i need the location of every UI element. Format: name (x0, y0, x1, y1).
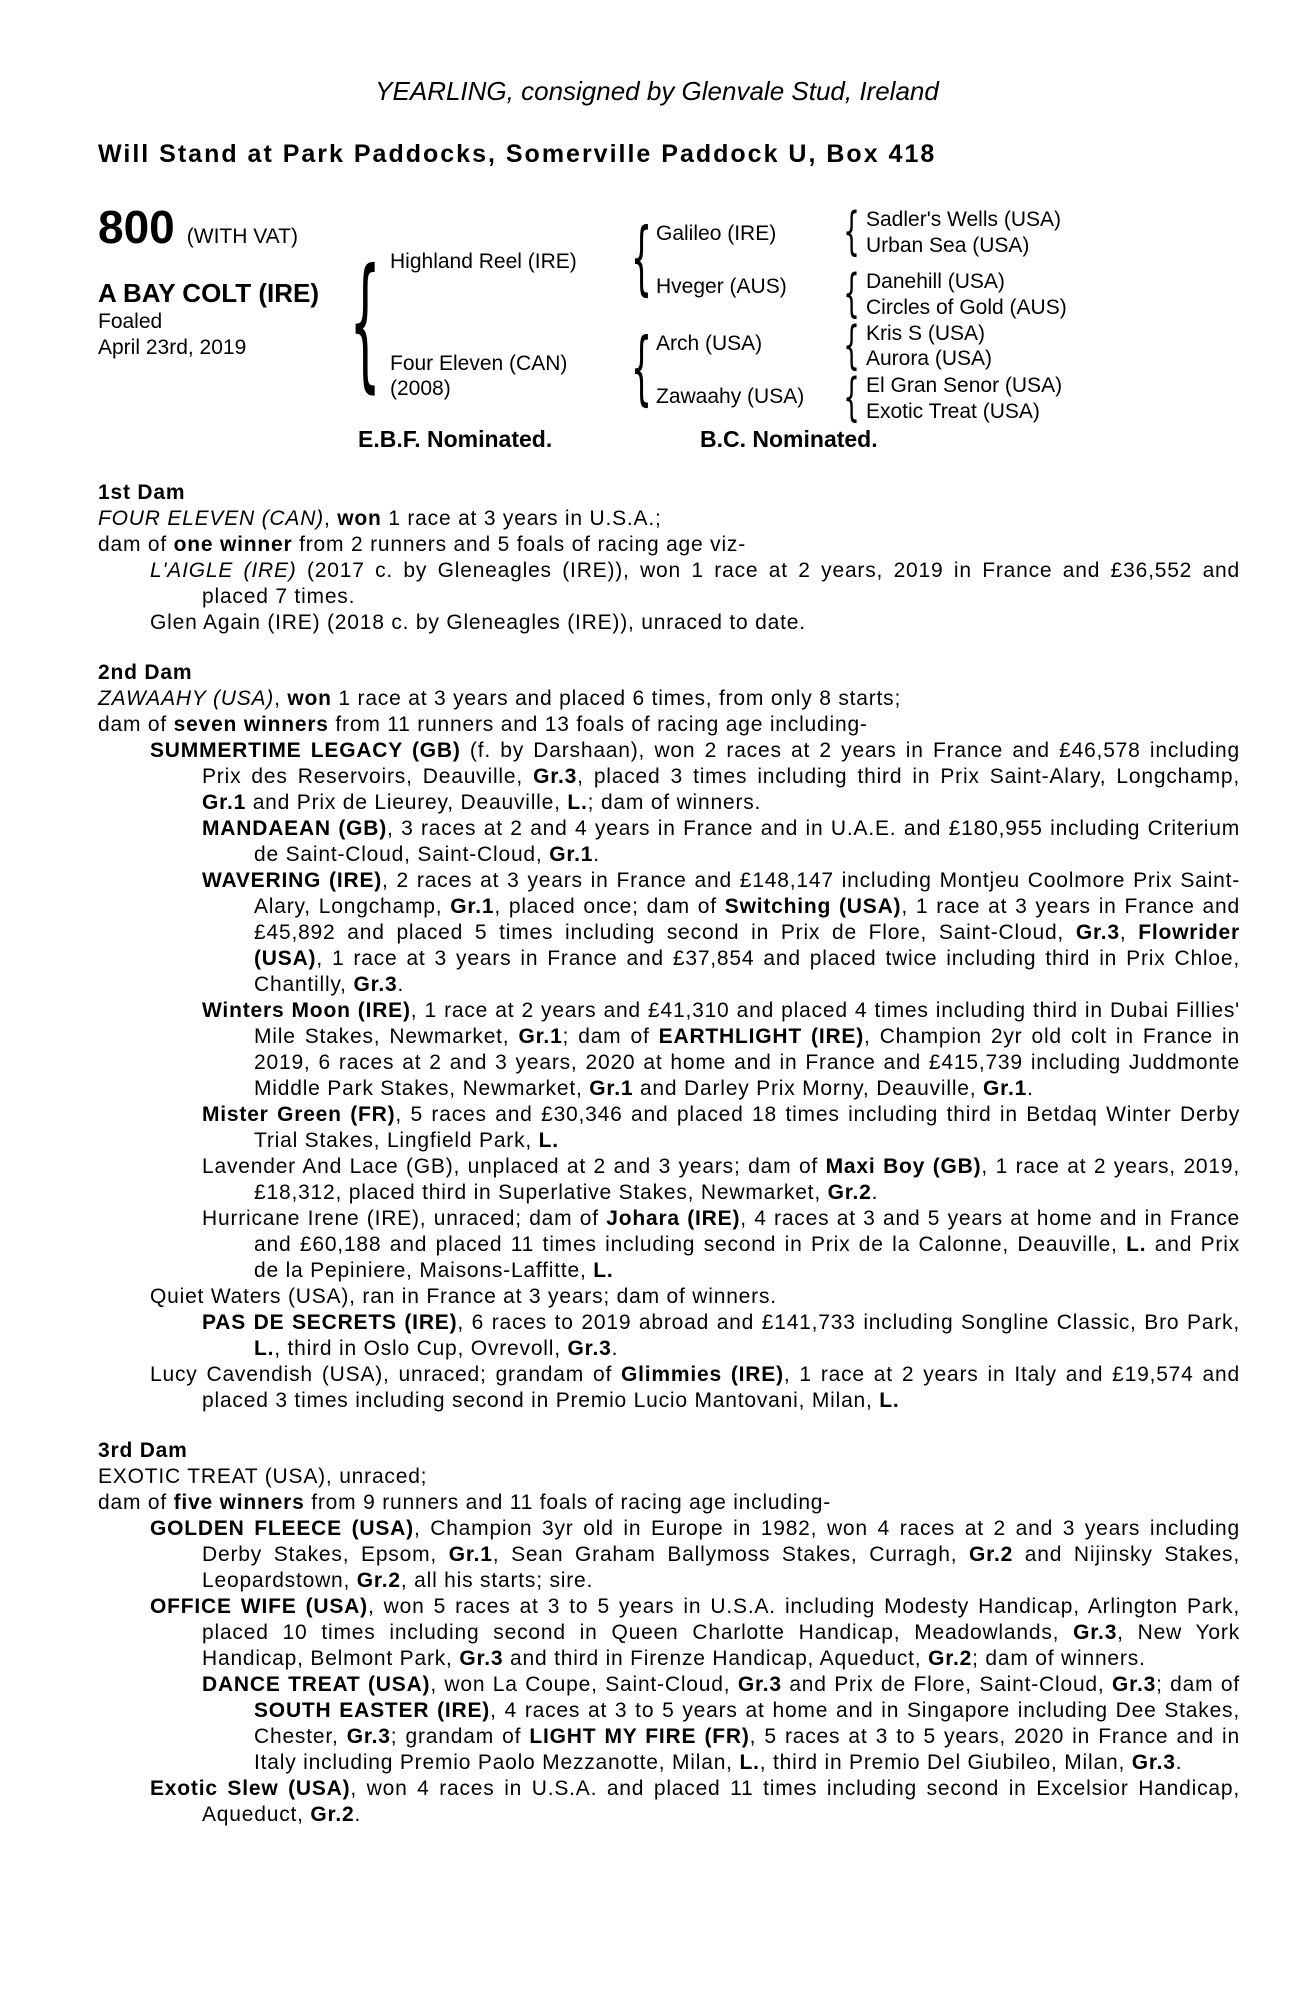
dam-section-heading: 1st Dam (98, 481, 186, 504)
dam-section (98, 660, 1240, 1414)
text-run: L. (593, 1259, 614, 1282)
text-run: , won 4 races in U.S.A. and placed 11 times including second in Excelsior Handicap, Aqueduct, (202, 1777, 1240, 1826)
text-run: EARTHLIGHT (IRE) (658, 1025, 865, 1048)
foaled-label: Foaled (98, 310, 163, 333)
text-run: , 1 race at 3 years in France and £45,892 and placed 5 times including second in Prix de Flore, Saint-Cloud, (254, 895, 1240, 944)
pedigree-gen4-name: Aurora (USA) (866, 347, 993, 370)
ebf-nominated-note: E.B.F. Nominated. (358, 426, 553, 452)
text-run: WAVERING (IRE) (202, 869, 383, 892)
text-run: , 4 races at 3 to 5 years at home and in Singapore including Dee Stakes, Chester, (254, 1699, 1240, 1748)
text-run: Switching (USA) (724, 895, 902, 918)
vat-note: (WITH VAT) (186, 225, 298, 248)
text-run: and Prix de Lieurey, Deauville, (246, 791, 568, 814)
foaled-date: April 23rd, 2019 (98, 336, 247, 359)
pedigree-paragraph (98, 1516, 1240, 1594)
text-run: L. (567, 791, 588, 814)
text-run: from 9 runners and 11 foals of racing age including- (304, 1491, 832, 1514)
bc-nominated-note: B.C. Nominated. (700, 426, 878, 452)
text-run: MANDAEAN (GB) (202, 817, 388, 840)
text-run: 1 race at 3 years in U.S.A.; (381, 507, 662, 530)
text-run: seven winners (173, 713, 329, 736)
pedigree-paragraph (98, 1362, 1240, 1414)
text-run: and Prix de Flore, Saint-Cloud, (781, 1673, 1113, 1696)
text-run: and Nijinsky Stakes, Leopardstown, (202, 1543, 1240, 1592)
pedigree-paragraph (98, 1284, 1240, 1310)
text-run: , placed 3 times including third in Prix Saint-Alary, Longchamp, (577, 765, 1241, 788)
dam-section-heading: 2nd Dam (98, 661, 193, 684)
text-run: , 1 race at 2 years and £41,310 and placed 4 times including third in Dubai Fillies' Mile Stakes, Newmarket, (254, 999, 1240, 1048)
text-run: , 4 races at 3 and 5 years at home and in France and £60,188 and placed 11 times including second in Prix de la Calonne, Deauville, (254, 1207, 1241, 1256)
lot-number: 800 (98, 201, 175, 253)
text-run: (2017 c. by Gleneagles (IRE)), won 1 race at 2 years, 2019 in France and £36,552 and placed 7 times. (202, 559, 1241, 608)
text-run: dam of (98, 713, 174, 736)
text-run: , 5 races and £30,346 and placed 18 times including third in Betdaq Winter Derby Trial Stakes, Lingfield Park, (254, 1103, 1241, 1152)
text-run: Gr.3 (353, 973, 398, 996)
text-run: ZAWAAHY (USA) (98, 687, 275, 710)
pedigree-gen4-name: El Gran Senor (USA) (866, 374, 1063, 397)
pedigree-paragraph (98, 1464, 1240, 1490)
text-run: Gr.2 (827, 1181, 872, 1204)
pedigree-gen3-sire-dam: Hveger (AUS) (656, 275, 787, 298)
pedigree-gen3-dam-dam: Zawaahy (USA) (656, 385, 805, 408)
pedigree-brace-gen3-3: { (843, 316, 861, 376)
text-run: , 5 races at 3 to 5 years, 2020 in France and in Italy including Premio Paolo Mezzanotte, Milan, (254, 1725, 1241, 1774)
text-run: and Darley Prix Morny, Deauville, (633, 1077, 984, 1100)
text-run: Flowrider (USA) (254, 921, 1240, 970)
pedigree-brace-dam: { (630, 320, 652, 414)
pedigree-paragraph (98, 1102, 1240, 1154)
pedigree-gen4-name: Circles of Gold (AUS) (866, 296, 1067, 319)
pedigree-gen3-sire-sire: Galileo (IRE) (656, 222, 777, 245)
text-run: Gr.2 (969, 1543, 1014, 1566)
text-run: Gr.1 (202, 791, 247, 814)
text-run: , 1 race at 2 years, 2019, £18,312, placed third in Superlative Stakes, Newmarket, (254, 1155, 1241, 1204)
text-run: GOLDEN FLEECE (USA) (150, 1517, 414, 1540)
text-run: dam of (98, 533, 174, 556)
text-run: won (287, 687, 332, 710)
text-run: DANCE TREAT (USA) (202, 1673, 431, 1696)
text-run: PAS DE SECRETS (IRE) (202, 1311, 458, 1334)
text-run: . (611, 1337, 619, 1360)
text-run: ; dam of (1156, 1673, 1240, 1696)
text-run: Gr.2 (310, 1803, 355, 1826)
text-run: L. (1126, 1233, 1147, 1256)
text-run: Gr.2 (356, 1569, 401, 1592)
pedigree-brace-sire: { (630, 210, 652, 304)
text-run: Gr.3 (1112, 1673, 1157, 1696)
pedigree-paragraph (98, 1206, 1240, 1284)
pedigree-paragraph (98, 1594, 1240, 1672)
pedigree-paragraph (98, 738, 1240, 816)
pedigree-paragraph (98, 506, 1240, 532)
text-run: , New York Handicap, Belmont Park, (202, 1621, 1240, 1670)
dam-name: Four Eleven (CAN) (390, 352, 568, 375)
text-run: . (1175, 1751, 1183, 1774)
text-run: , 1 race at 2 years in Italy and £19,574 and placed 3 times including second in Premio Lucio Mantovani, Milan, (202, 1363, 1240, 1412)
text-run: and third in Firenze Handicap, Aqueduct, (503, 1647, 929, 1670)
text-run: Mister Green (FR) (202, 1103, 396, 1126)
text-run: Gr.1 (589, 1077, 634, 1100)
text-run: , (274, 687, 288, 710)
text-run: five winners (173, 1491, 305, 1514)
pedigree-gen4-name: Kris S (USA) (866, 322, 986, 345)
text-run: Gr.3 (1073, 1621, 1118, 1644)
text-run: Gr.3 (1131, 1751, 1176, 1774)
text-run: Gr.2 (928, 1647, 973, 1670)
text-run: one winner (173, 533, 293, 556)
text-run: 1 race at 3 years and placed 6 times, from only 8 starts; (331, 687, 902, 710)
text-run: Gr.1 (448, 1543, 493, 1566)
text-run: Winters Moon (IRE) (202, 999, 411, 1022)
text-run: Glen Again (IRE) (2018 c. by Gleneagles (IRE)), unraced to date. (150, 611, 806, 634)
text-run: OFFICE WIFE (USA) (150, 1595, 368, 1618)
pedigree-paragraph (98, 712, 1240, 738)
text-run: Gr.1 (450, 895, 495, 918)
text-run: Lucy Cavendish (USA), unraced; grandam of (150, 1363, 622, 1386)
text-run: Gr.3 (346, 1725, 391, 1748)
pedigree-paragraph (98, 1490, 1240, 1516)
text-run: . (397, 973, 405, 996)
text-run: Johara (IRE) (606, 1207, 741, 1230)
pedigree-paragraph (98, 686, 1240, 712)
text-run: from 11 runners and 13 foals of racing age including- (328, 713, 868, 736)
text-run: , 2 races at 3 years in France and £148,147 including Montjeu Coolmore Prix Saint-Alary, Longchamp, (254, 869, 1240, 918)
text-run: , 6 races to 2019 abroad and £141,733 including Songline Classic, Bro Park, (457, 1311, 1240, 1334)
pedigree-paragraph (98, 1310, 1240, 1362)
pedigree-gen4-name: Urban Sea (USA) (866, 234, 1030, 257)
text-run: L. (538, 1129, 559, 1152)
text-run: . (871, 1181, 879, 1204)
pedigree-paragraph (98, 816, 1240, 868)
pedigree-paragraph (98, 1154, 1240, 1206)
text-run: L. (879, 1389, 900, 1412)
text-run: , all his starts; sire. (400, 1569, 594, 1592)
pedigree-brace-gen3-2: { (843, 264, 861, 324)
text-run: , placed once; dam of (494, 895, 725, 918)
text-run: Lavender And Lace (GB), unplaced at 2 and 3 years; dam of (202, 1155, 826, 1178)
text-run: , (1119, 921, 1139, 944)
text-run: Maxi Boy (GB) (825, 1155, 982, 1178)
text-run: , 3 races at 2 and 4 years in France and in U.A.E. and £180,955 including Criterium de Saint-Cloud, Saint-Cloud, (254, 817, 1240, 866)
pedigree-gen3-dam-sire: Arch (USA) (656, 332, 763, 355)
text-run: and Prix de la Pepiniere, Maisons-Laffitte, (254, 1233, 1240, 1282)
text-run: Gr.3 (1075, 921, 1120, 944)
pedigree-brace-gen3-1: { (843, 202, 861, 262)
text-run: Exotic Slew (USA) (150, 1777, 351, 1800)
text-run: Hurricane Irene (IRE), unraced; dam of (202, 1207, 607, 1230)
lot-header (98, 201, 298, 253)
text-run: L. (254, 1337, 275, 1360)
text-run: , won La Coupe, Saint-Cloud, (430, 1673, 738, 1696)
pedigree-paragraph (98, 998, 1240, 1102)
text-run: from 2 runners and 5 foals of racing age viz- (292, 533, 747, 556)
text-run: , third in Oslo Cup, Ovrevoll, (274, 1337, 568, 1360)
pedigree-paragraph (98, 1672, 1240, 1776)
text-run: Glimmies (IRE) (621, 1363, 784, 1386)
text-run: Gr.3 (533, 765, 578, 788)
text-run: (f. by Darshaan), won 2 races at 2 years in France and £46,578 including Prix des Reservoirs, Deauville, (202, 739, 1240, 788)
text-run: SUMMERTIME LEGACY (GB) (150, 739, 461, 762)
text-run: EXOTIC TREAT (USA), unraced; (98, 1465, 428, 1488)
text-run: ; dam of (562, 1025, 659, 1048)
text-run: LIGHT MY FIRE (FR) (529, 1725, 750, 1748)
page-title: YEARLING, consigned by Glenvale Stud, Ireland (375, 76, 939, 106)
text-run: Gr.1 (518, 1025, 563, 1048)
text-run: Gr.1 (549, 843, 594, 866)
text-run: . (1027, 1077, 1034, 1100)
sire-name: Highland Reel (IRE) (390, 250, 577, 273)
text-run: ; dam of winners. (972, 1647, 1146, 1670)
stand-location-line: Will Stand at Park Paddocks, Somerville Paddock U, Box 418 (98, 140, 937, 168)
text-run: SOUTH EASTER (IRE) (254, 1699, 491, 1722)
text-run: , third in Premio Del Giubileo, Milan, (759, 1751, 1132, 1774)
text-run: , 1 race at 3 years in France and £37,854 and placed twice including third in Prix Chloe, Chantilly, (254, 947, 1240, 996)
pedigree-paragraph (98, 532, 1240, 558)
text-run: L'AIGLE (IRE) (150, 559, 297, 582)
dams-sections (98, 480, 1240, 1828)
text-run: Gr.3 (737, 1673, 782, 1696)
dam-section (98, 480, 1240, 636)
pedigree-brace-gen3-4: { (843, 368, 861, 428)
text-run: Quiet Waters (USA), ran in France at 3 years; dam of winners. (150, 1285, 777, 1308)
pedigree-gen4-name: Danehill (USA) (866, 270, 1005, 293)
pedigree-paragraph (98, 1776, 1240, 1828)
text-run: dam of (98, 1491, 174, 1514)
text-run: won (337, 507, 382, 530)
pedigree-brace-gen1: { (349, 238, 381, 407)
text-run: , Sean Graham Ballymoss Stakes, Curragh, (492, 1543, 970, 1566)
text-run: ; dam of winners. (587, 791, 762, 814)
text-run: , Champion 3yr old in Europe in 1982, won 4 races at 2 and 3 years including Derby Stakes, Epsom, (202, 1517, 1240, 1566)
text-run: FOUR ELEVEN (CAN) (98, 507, 324, 530)
pedigree-gen4-name: Exotic Treat (USA) (866, 400, 1040, 423)
dam-section-heading: 3rd Dam (98, 1439, 188, 1462)
horse-name: A BAY COLT (IRE) (98, 278, 320, 308)
pedigree-paragraph (98, 558, 1240, 610)
text-run: Gr.1 (983, 1077, 1028, 1100)
pedigree-paragraph (98, 610, 1240, 636)
dam-year: (2008) (390, 377, 451, 400)
text-run: , Champion 2yr old colt in France in 2019, 6 races at 2 and 3 years, 2020 at home and in France and £415,739 including Juddmonte Middle Park Stakes, Newmarket, (254, 1025, 1240, 1100)
text-run: , won 5 races at 3 to 5 years in U.S.A. including Modesty Handicap, Arlington Park, placed 10 times including second in Queen Charlotte Handicap, Meadowlands, (202, 1595, 1240, 1644)
text-run: . (354, 1803, 362, 1826)
text-run: Gr.3 (459, 1647, 504, 1670)
pedigree-paragraph (98, 868, 1240, 998)
text-run: ; grandam of (390, 1725, 530, 1748)
pedigree-gen4-name: Sadler's Wells (USA) (866, 208, 1061, 231)
text-run: , (323, 507, 338, 530)
text-run: . (593, 843, 600, 866)
dam-section (98, 1438, 1240, 1828)
text-run: Gr.3 (567, 1337, 612, 1360)
text-run: L. (739, 1751, 760, 1774)
